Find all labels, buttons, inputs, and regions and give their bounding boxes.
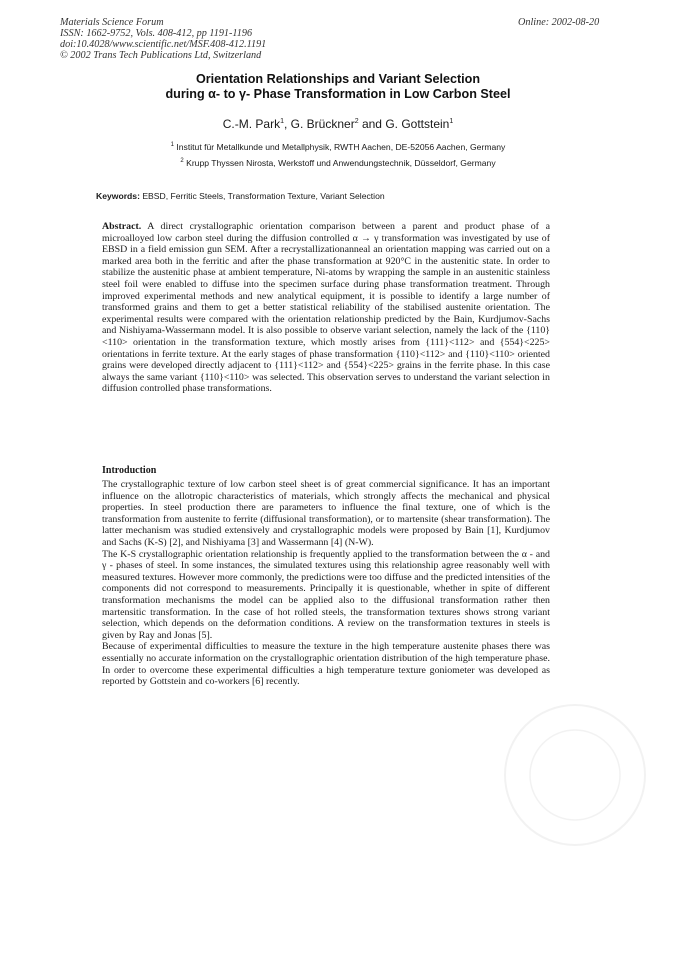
keywords (96, 191, 596, 201)
watermark-graphic (490, 690, 660, 860)
author-2-sup: 2 (354, 118, 359, 125)
affiliation-1 (88, 142, 588, 152)
doi-line: doi:10.4028/www.scientific.net/MSF.408-412.1191 (60, 39, 267, 50)
intro-paragraph-3: Because of experimental difficulties to measure the texture in the high temperature austenite phases there was essentially no accurate information on the crystallographic orientation distribution of the high temperature phase. In order to overcome these experimental difficulties a high temperature texture goniometer was developed as reported by Gottstein and co-workers [6] recently. (102, 641, 550, 688)
affiliation-1-text: Institut für Metallkunde und Metallphysik, RWTH Aachen, DE-52056 Aachen, Germany (174, 142, 506, 152)
abstract-label: Abstract. (102, 221, 142, 232)
title-line-1: Orientation Relationships and Variant Selection (195, 72, 481, 86)
journal-name: Materials Science Forum (60, 17, 164, 28)
keywords-text: EBSD, Ferritic Steels, Transformation Texture, Variant Selection (139, 191, 385, 201)
affiliation-2-text: Krupp Thyssen Nirosta, Werkstoff und Anwendungstechnik, Düsseldorf, Germany (183, 158, 496, 168)
abstract-text: A direct crystallographic orientation comparison between a parent and product phase of a microalloyed low carbon steel during the diffusion controlled α → γ transformation was investigated by use of EBSD in a field emission gun SEM. After a recrystallizationanneal an orientation mapping was carried out on a marked area both in the ferritic and after the phase transformation at 920°C in the austenitic state. In order to stabilize the austenitic phase at ambient temperature, Ni-atoms by wrapping the sample in an austenitic stainless steel foil were enabled to diffuse into the specimen surface during phase transformation treatment. Through improved experimental methods and new analytical equipment, it is possible to identify a large number of transformed grains and them to get a better statistical reliability of the stabilised austenite orientation. The experimental results were compared with the orientation relationship predicted by the Bain, Kurdjumov-Sachs and Nishiyama-Wassermann model. It is also possible to observe variant selection, namely the lack of the {110}<110> orientation in the transformation texture, which mostly arises from {111}<112> and {554}<225> orientations in ferrite texture. At the early stages of phase transformation {110}<112> and {110}<110> oriented grains were developed directly adjacent to {111}<112> and {554}<225> grains in the ferrite phase. In this case always the same variant {110}<110> was selected. This observation serves to understand the variant selection in diffusion controlled phase transformations. (102, 221, 550, 395)
keywords-label: Keywords: (96, 191, 140, 201)
author-list (88, 117, 588, 131)
introduction-heading: Introduction (102, 465, 157, 476)
journal-header (60, 17, 400, 61)
copyright-line: © 2002 Trans Tech Publications Ltd, Switzerland (60, 50, 262, 61)
introduction-body (102, 479, 550, 688)
author-3-sup: 1 (449, 118, 454, 125)
abstract (102, 221, 550, 395)
title-line-2: during α- to γ- Phase Transformation in Low Carbon Steel (165, 87, 511, 101)
author-sep-2: and (358, 117, 386, 131)
author-1-sup: 1 (280, 118, 284, 125)
author-3: G. Gottstein (385, 117, 450, 131)
affiliation-1-sup: 1 (170, 142, 174, 149)
intro-paragraph-2: The K-S crystallographic orientation relationship is frequently applied to the transformation between the α - and γ - phases of steel. In some instances, the simulated textures using this relationship agree reasonably well with measured textures. However more commonly, the predictions were too diffuse and the predicted intensities of the components did not correspond to measurements. Principally it is questionable, whether in spite of different transformation mechanisms the model can be applied also to the diffusional transformation rather then martensitic transformation. In the case of hot rolled steels, the transformation textures shows strong variant selection, which depends on the deformation conditions. A review on the transformation textures in steels is given by Ray and Jonas [5]. (102, 548, 550, 641)
paper-title (88, 72, 588, 102)
affiliation-2 (88, 158, 588, 168)
affiliation-2-sup: 2 (180, 158, 184, 165)
issn-line: ISSN: 1662-9752, Vols. 408-412, pp 1191-1196 (60, 28, 253, 39)
author-2: G. Brückner (290, 117, 355, 131)
author-sep-1: , (284, 117, 291, 131)
online-date: Online: 2002-08-20 (518, 17, 600, 28)
author-1: C.-M. Park (222, 117, 281, 131)
intro-paragraph-1: The crystallographic texture of low carbon steel sheet is of great commercial significance. It has an important influence on the allotropic characteristics of materials, which strongly affects the mechanical and physical properties. In steel production there are parameters to influence the final texture, one of which is the transformation from austenite to ferrite (diffusional transformation), or to martensite (shear transformation). The latter mechanism was studied extensively and crystallographic models were proposed by Bain [1], Kurdjumov and Sachs (K-S) [2], and Nishiyama [3] and Wassermann [4] (N-W). (102, 479, 550, 548)
